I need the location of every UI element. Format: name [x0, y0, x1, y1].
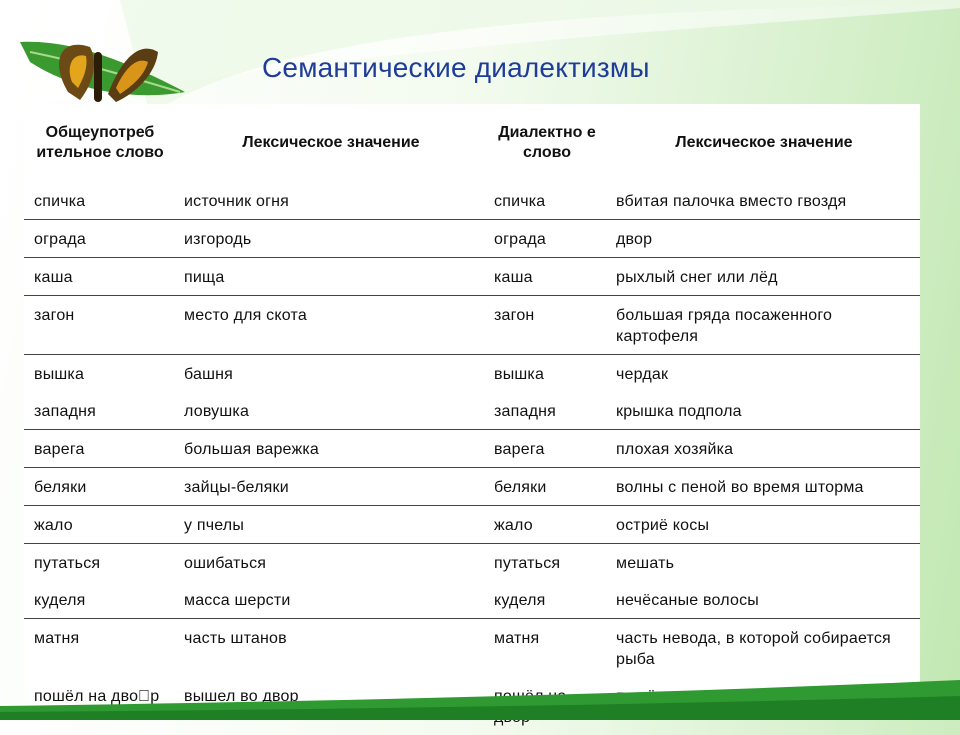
table-row	[24, 220, 920, 258]
header-dialect-meaning: Лексическое значение	[675, 134, 853, 151]
butterfly-on-leaf-image	[20, 22, 190, 112]
cell-common-word: куделя	[24, 581, 176, 619]
cell-dialect-meaning: рыхлый снег или лёд	[608, 258, 920, 296]
table-row	[24, 258, 920, 296]
cell-dialect-meaning: мешать	[616, 555, 675, 572]
cell-dialect-word: ограда	[486, 220, 608, 258]
cell-dialect-word: куделя	[486, 581, 608, 619]
cell-dialect-word: матня	[494, 630, 540, 647]
cell-common-meaning: источник огня	[176, 182, 486, 220]
cell-dialect-meaning: плохая хозяйка	[608, 430, 920, 468]
background-wave-bottom	[0, 680, 960, 720]
slide-title: Семантические диалектизмы	[262, 52, 650, 83]
cell-common-word: ограда	[24, 220, 176, 258]
cell-dialect-word: вышка	[494, 366, 545, 383]
cell-common-word: путаться	[34, 555, 101, 572]
cell-common-word: варега	[24, 430, 176, 468]
table-header-row	[24, 104, 920, 182]
cell-dialect-word: спичка	[486, 182, 608, 220]
header-common-meaning: Лексическое значение	[242, 134, 420, 151]
dialectisms-table	[24, 104, 920, 705]
cell-common-meaning: пища	[176, 258, 486, 296]
cell-dialect-word: жало	[486, 506, 608, 544]
cell-dialect-word: загон	[486, 296, 608, 355]
table-row	[24, 619, 920, 678]
table-row	[24, 296, 920, 355]
cell-dialect-meaning: нечёсаные волосы	[608, 581, 920, 619]
cell-common-word: жало	[24, 506, 176, 544]
cell-common-meaning: масса шерсти	[176, 581, 486, 619]
cell-dialect-word: беляки	[486, 468, 608, 506]
table-row	[24, 506, 920, 544]
table-row	[24, 581, 920, 619]
cell-dialect-meaning: двор	[608, 220, 920, 258]
cell-common-meaning: изгородь	[176, 220, 486, 258]
cell-common-meaning: часть штанов	[184, 630, 287, 647]
cell-common-word: беляки	[24, 468, 176, 506]
cell-common-meaning: башня	[184, 366, 234, 383]
cell-common-word: западня	[24, 392, 176, 430]
cell-dialect-word: каша	[486, 258, 608, 296]
cell-dialect-meaning: чердак	[616, 366, 669, 383]
header-common-word: Общеупотреб ительное слово	[36, 124, 164, 161]
cell-common-word: матня	[34, 630, 80, 647]
cell-dialect-word: варега	[486, 430, 608, 468]
table-row	[24, 544, 920, 582]
cell-common-meaning: ошибаться	[184, 555, 267, 572]
cell-common-meaning: место для скота	[176, 296, 486, 355]
cell-dialect-meaning: большая гряда посаженного картофеля	[608, 296, 920, 355]
cell-dialect-meaning: часть невода, в которой собирается рыба	[616, 630, 891, 668]
cell-dialect-meaning: волны с пеной во время шторма	[608, 468, 920, 506]
cell-common-meaning: ловушка	[176, 392, 486, 430]
table-row	[24, 182, 920, 220]
cell-dialect-meaning: вбитая палочка вместо гвоздя	[608, 182, 920, 220]
table-row	[24, 355, 920, 393]
cell-dialect-meaning: остриё косы	[608, 506, 920, 544]
table-row	[24, 392, 920, 430]
table-row	[24, 430, 920, 468]
cell-common-word: спичка	[24, 182, 176, 220]
cell-common-word: пошёл на дво⃟р	[34, 688, 160, 705]
cell-common-word: вышка	[34, 366, 85, 383]
cell-dialect-meaning: крышка подпола	[608, 392, 920, 430]
header-dialect-word: Диалектно е слово	[498, 124, 596, 161]
cell-common-meaning: вышел во двор	[184, 688, 299, 705]
cell-common-word: каша	[24, 258, 176, 296]
cell-common-word: загон	[24, 296, 176, 355]
cell-common-meaning: зайцы-беляки	[176, 468, 486, 506]
table-row	[24, 468, 920, 506]
cell-dialect-word: путаться	[494, 555, 561, 572]
cell-common-meaning: у пчелы	[176, 506, 486, 544]
cell-dialect-word: западня	[486, 392, 608, 430]
cell-common-meaning: большая варежка	[176, 430, 486, 468]
